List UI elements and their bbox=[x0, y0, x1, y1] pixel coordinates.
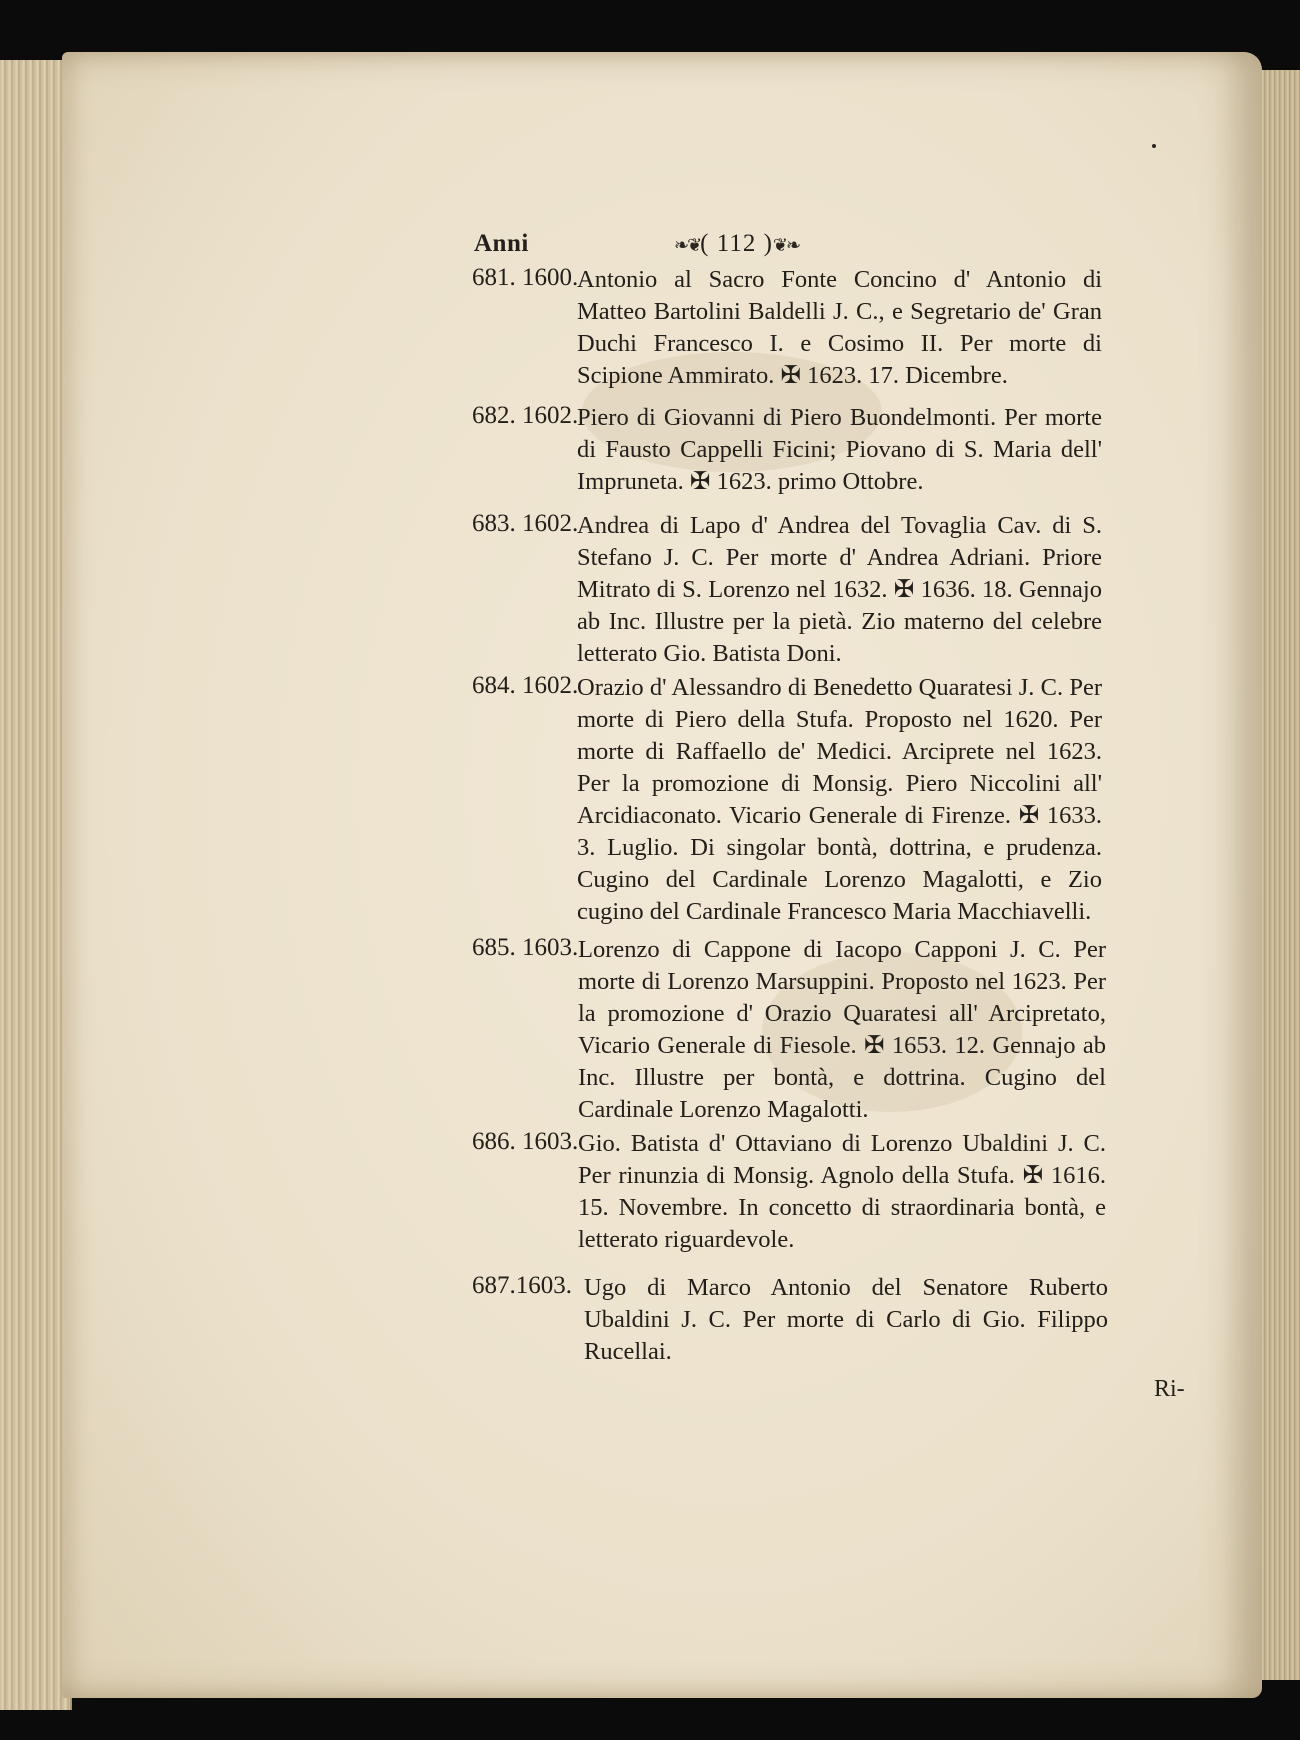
entry-number: 687.1603. bbox=[472, 1272, 572, 1299]
entry-text: Gio. Batista d' Ottaviano di Lorenzo Ubaldini J. C. Per rinunzia di Monsig. Agnolo della Stufa. ✠ 1616. 15. Novembre. In concetto di straordinaria bontà, e letterato riguardevole. bbox=[578, 1130, 1106, 1253]
entry-number: 683. 1602. bbox=[472, 510, 579, 537]
ornament-right-icon: ❦❧ bbox=[772, 235, 800, 255]
ornament-left-icon: ❧❦ bbox=[674, 235, 701, 255]
entry-number: 686. 1603. bbox=[472, 1128, 579, 1155]
page-number bbox=[674, 230, 799, 258]
entry-text: Ugo di Marco Antonio del Senatore Ruberto Ubaldini J. C. Per morte di Carlo di Gio. Filippo Rucellai. bbox=[584, 1274, 1108, 1365]
entry-number: 685. 1603. bbox=[472, 934, 579, 961]
entry-number: 682. 1602. bbox=[472, 402, 579, 429]
entry-text: Orazio d' Alessandro di Benedetto Quaratesi J. C. Per morte di Piero della Stufa. Proposto nel 1620. Per morte di Raffaello de' Medici. Arciprete nel 1623. Per la promozione di Monsig. Piero Niccolini all' Arcidiaconato. Vicario Generale di Firenze. ✠ 1633. 3. Luglio. Di singolar bontà, dottrina, e prudenza. Cugino del Cardinale Lorenzo Magalotti, e Zio cugino del Cardinale Francesco Maria Macchiavelli. bbox=[577, 674, 1102, 925]
page-number-text: ( 112 ) bbox=[700, 230, 773, 257]
entry-number: 684. 1602. bbox=[472, 672, 579, 699]
entry-text: Andrea di Lapo d' Andrea del Tovaglia Cav. di S. Stefano J. C. Per morte d' Andrea Adriani. Priore Mitrato di S. Lorenzo nel 1632. ✠ 1636. 18. Gennajo ab Inc. Illustre per la pietà. Zio materno del celebre letterato Gio. Batista Doni. bbox=[577, 512, 1102, 667]
header-label: Anni bbox=[474, 230, 529, 257]
entry-text: Antonio al Sacro Fonte Concino d' Antonio di Matteo Bartolini Baldelli J. C., e Segretario de' Gran Duchi Francesco I. e Cosimo II. Per morte di Scipione Ammirato. ✠ 1623. 17. Dicembre. bbox=[577, 266, 1102, 389]
catchword: Ri- bbox=[1154, 1376, 1185, 1402]
entry-text: Lorenzo di Cappone di Iacopo Capponi J. C. Per morte di Lorenzo Marsuppini. Proposto nel 1623. Per la promozione d' Orazio Quaratesi all' Arcipretato, Vicario Generale di Fiesole. ✠ 1653. 12. Gennajo ab Inc. Illustre per bontà, e dottrina. Cugino del Cardinale Lorenzo Magalotti. bbox=[578, 936, 1106, 1123]
entry-number: 681. 1600. bbox=[472, 264, 579, 291]
entry-text: Piero di Giovanni di Piero Buondelmonti. Per morte di Fausto Cappelli Ficini; Piovano di S. Maria dell' Impruneta. ✠ 1623. primo Ottobre. bbox=[577, 404, 1102, 495]
book-page bbox=[62, 52, 1262, 1698]
ink-dot bbox=[1152, 144, 1156, 148]
